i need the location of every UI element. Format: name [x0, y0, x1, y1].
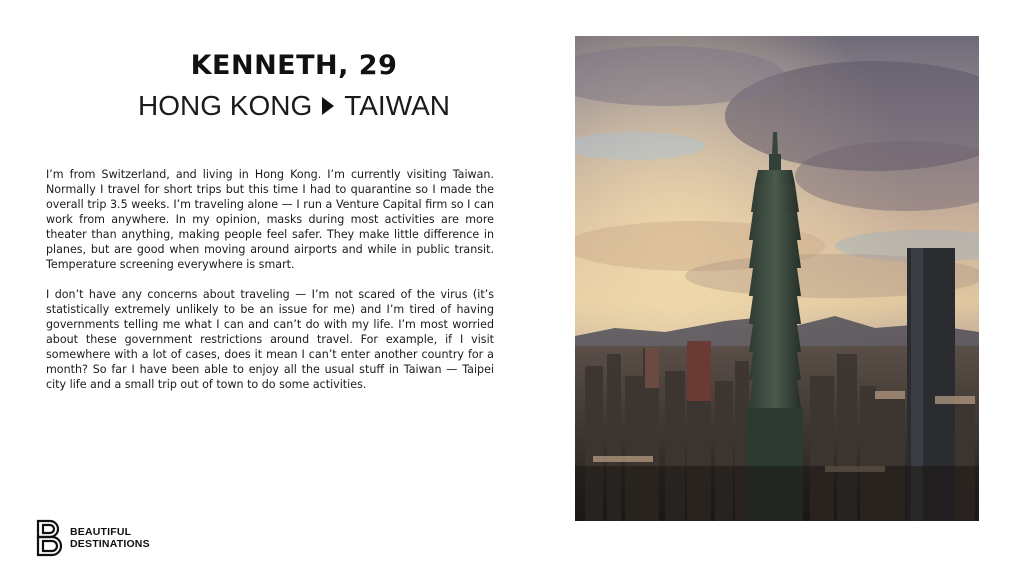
route-heading: [0, 90, 588, 122]
page-title: KENNETH, 29: [190, 50, 398, 81]
interview-text: [46, 167, 494, 407]
b-monogram-logo-icon: [36, 519, 64, 557]
paragraph-1: I’m from Switzerland, and living in Hong Kong. I’m currently visiting Taiwan. Normally I travel for short trips but this time I had to quarantine so I made the overall trip 3.5 weeks. I’m traveling alone — I run a Venture Capital firm so I can work from anywhere. In my opinion, masks during most activities are more theater than anything, making people feel safer. They make little difference in planes, but are good when moving around airports and while in public transit. Temperature screening everywhere is smart.: [46, 168, 494, 271]
taipei-skyline-image: [575, 36, 979, 521]
route-destination: TAIWAN: [344, 90, 450, 121]
route-origin: HONG KONG: [138, 90, 313, 121]
brand-logo: [36, 519, 150, 557]
brand-name-line2: DESTINATIONS: [70, 538, 150, 550]
brand-name: [70, 526, 150, 550]
brand-name-line1: BEAUTIFUL: [70, 526, 132, 538]
taipei-skyline-photo: [575, 36, 979, 521]
triangle-right-icon: [322, 97, 334, 115]
paragraph-2: I don’t have any concerns about traveling — I’m not scared of the virus (it’s statistically extremely unlikely to be an issue for me) and I’m tired of having governments telling me what I can and can’t do with my life. I’m most worried about these government restrictions around travel. For example, if I visit somewhere with a lot of cases, does it mean I can’t enter another country for a month? So far I have been able to enjoy all the usual stuff in Taiwan — Taipei city life and a small trip out of town to do some activities.: [46, 288, 494, 391]
